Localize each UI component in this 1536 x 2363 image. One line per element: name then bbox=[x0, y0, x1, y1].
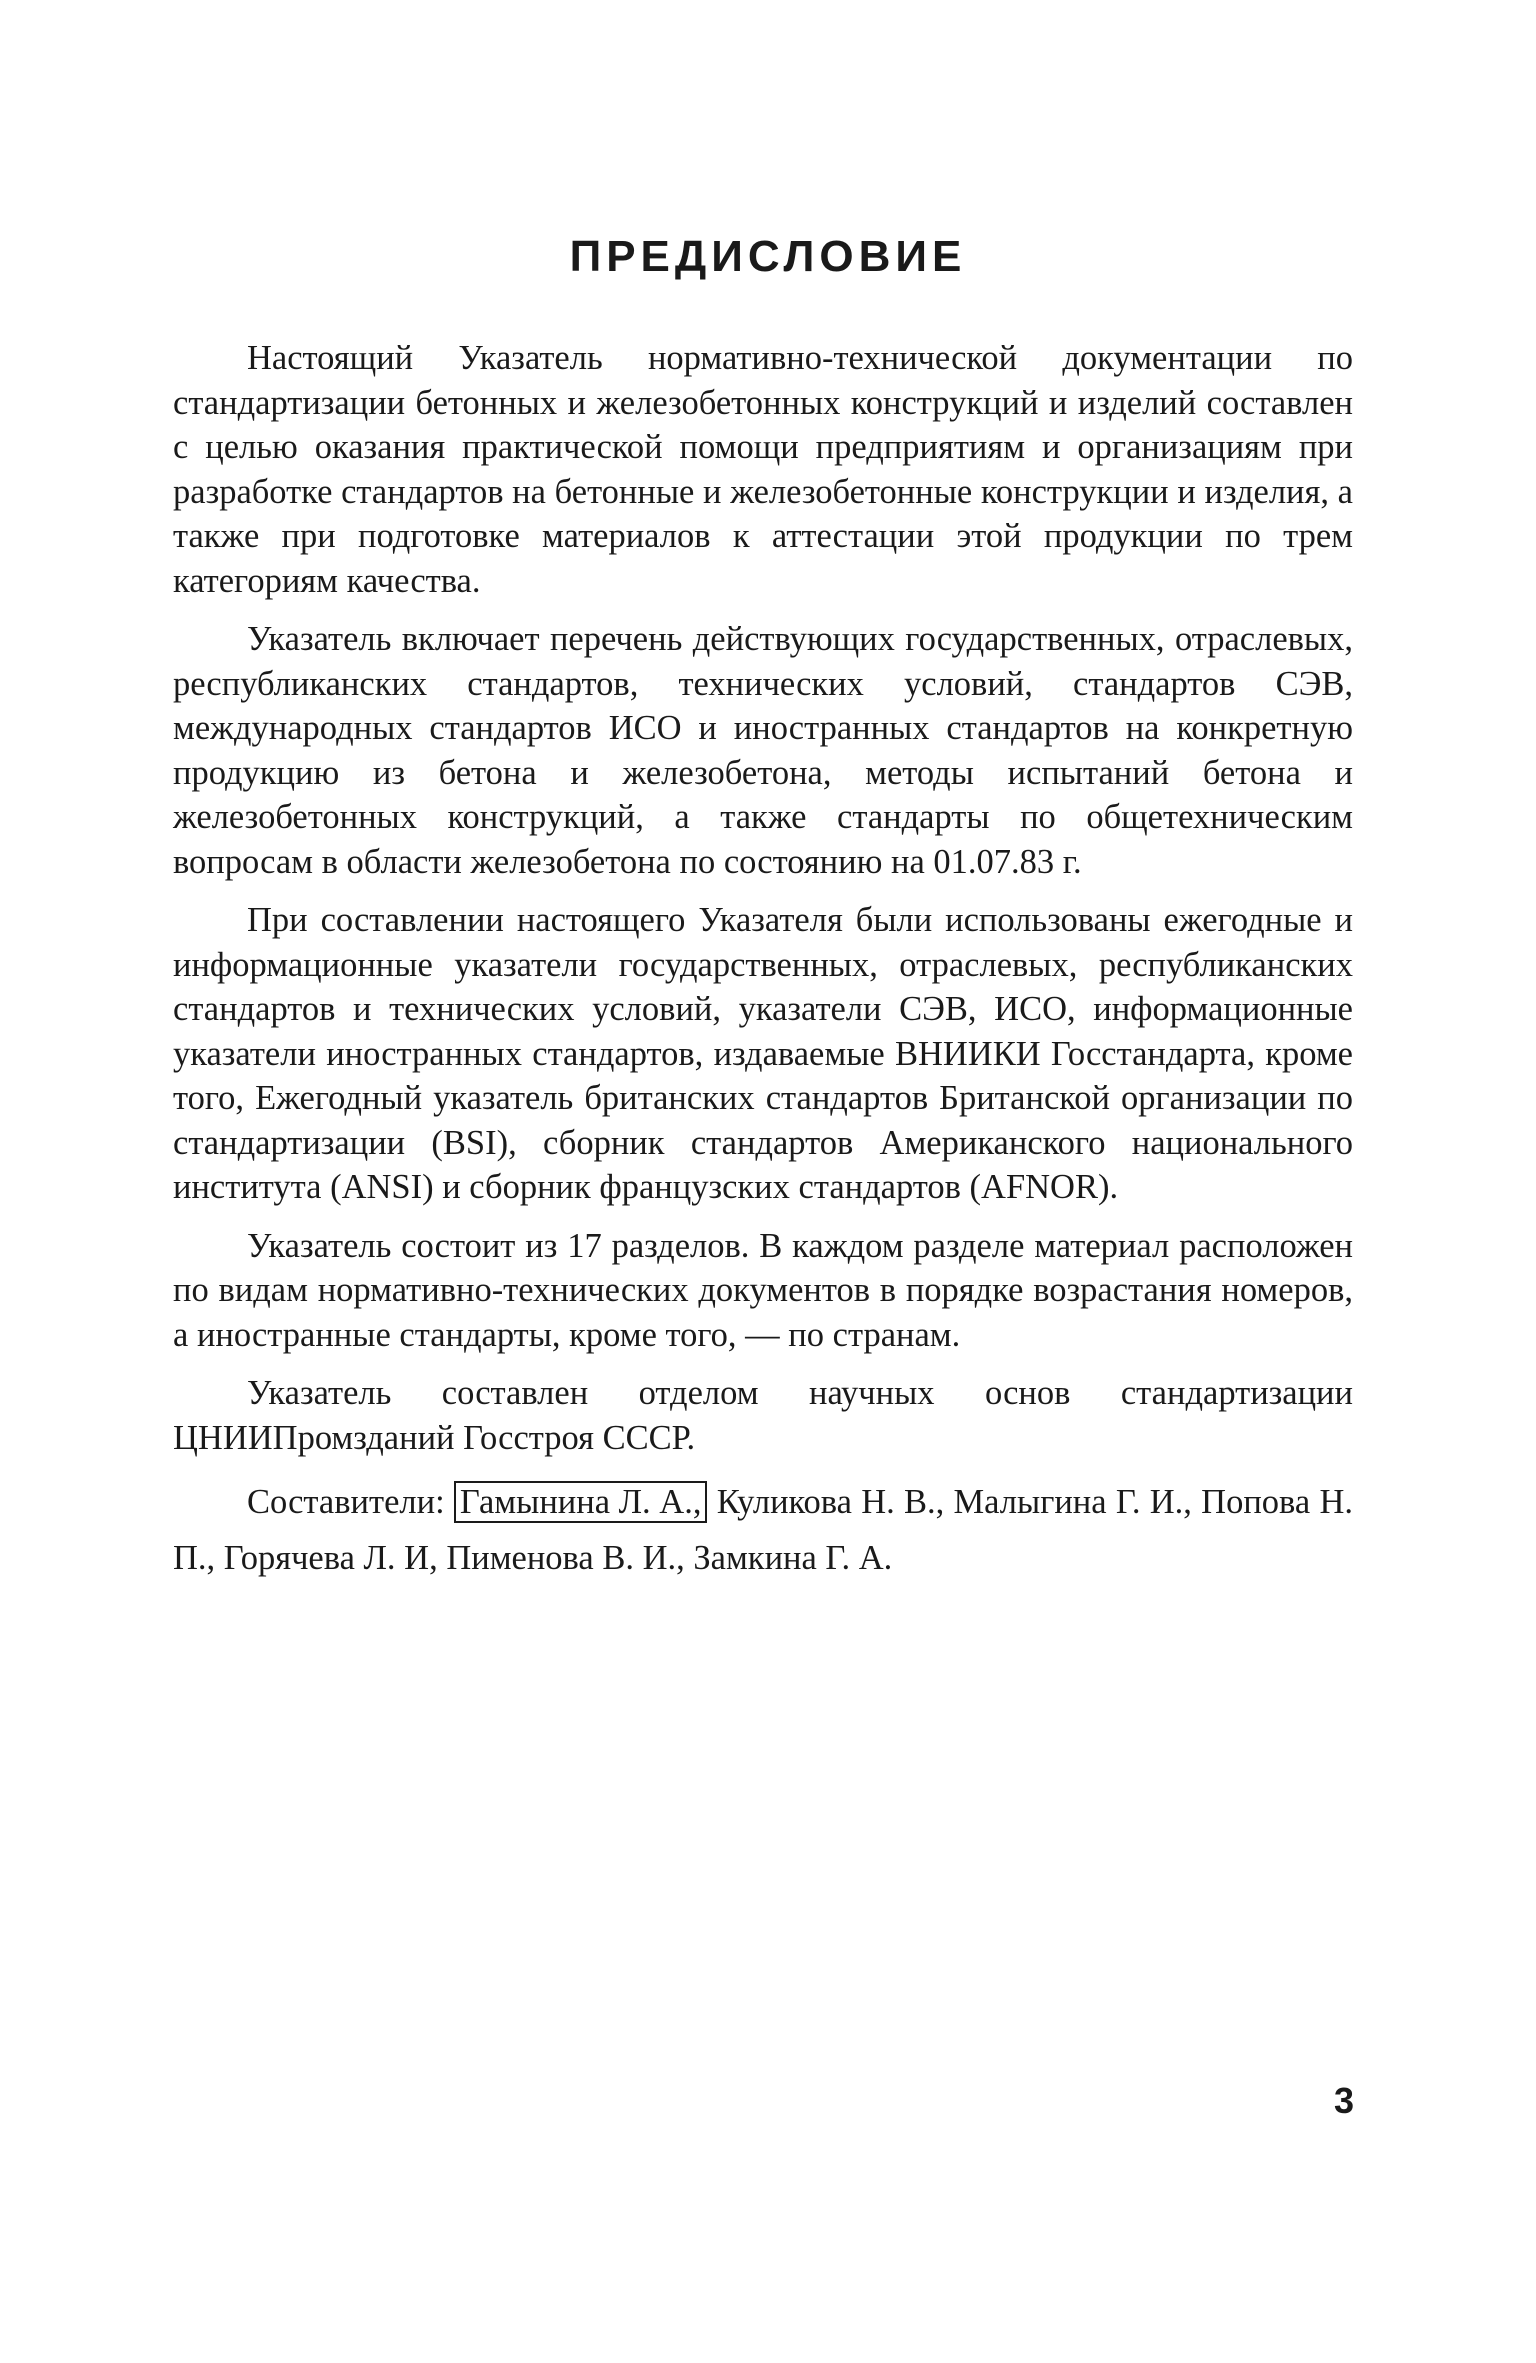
paragraph-purpose: Настоящий Указатель нормативно-технической документации по стандартизации бетонных и железобетонных конструкций и изделий составлен с целью оказания практической помощи предприятиям и организациям при разработке стандартов на бетонные и железобетонные конструкции и изделия, а также при подготовке материалов к аттестации этой продукции по трем категориям качества. bbox=[173, 339, 1353, 600]
paragraph-scope: Указатель включает перечень действующих государственных, отраслевых, республиканских стандартов, технических условий, стандартов СЭВ, международных стандартов ИСО и иностранных стандартов на конкретную продукцию из бетона и железобетона, методы испытаний бетона и железобетонных конструкций, а также стандарты по общетехническим вопросам в области железобетона по состоянию на 01.07.83 г. bbox=[173, 620, 1353, 881]
page-title: ПРЕДИСЛОВИЕ bbox=[569, 232, 967, 281]
compilers-others: Куликова Н. В., Малыгина Г. И., Попова Н. П., Горячева Л. И, Пименова В. И., Замкина Г. А. bbox=[173, 1483, 1353, 1577]
page-number: 3 bbox=[1333, 2080, 1354, 2121]
compiler-boxed-name: Гамынина Л. А., bbox=[454, 1481, 708, 1523]
preface-body bbox=[173, 336, 1353, 1586]
paragraph-structure: Указатель состоит из 17 разделов. В каждом разделе материал расположен по видам нормативно-технических документов в порядке возрастания номеров, а иностранные стандарты, кроме того, — по странам. bbox=[173, 1226, 1353, 1354]
paragraph-sources: При составлении настоящего Указателя были использованы ежегодные и информационные указатели государственных, отраслевых, республиканских стандартов и технических условий, указатели СЭВ, ИСО, информационные указатели иностранных стандартов, издаваемые ВНИИКИ Госстандарта, кроме того, Ежегодный указатель британских стандартов Британской организации по стандартизации (BSI), сборник стандартов Американского национального института (ANSI) и сборник французских стандартов (AFNOR). bbox=[173, 901, 1353, 1206]
paragraph-author-dept: Указатель составлен отделом научных основ стандартизации ЦНИИПромзданий Госстроя СССР. bbox=[173, 1374, 1353, 1457]
compilers-label: Составители: bbox=[247, 1483, 445, 1521]
compilers-line bbox=[173, 1474, 1353, 1586]
